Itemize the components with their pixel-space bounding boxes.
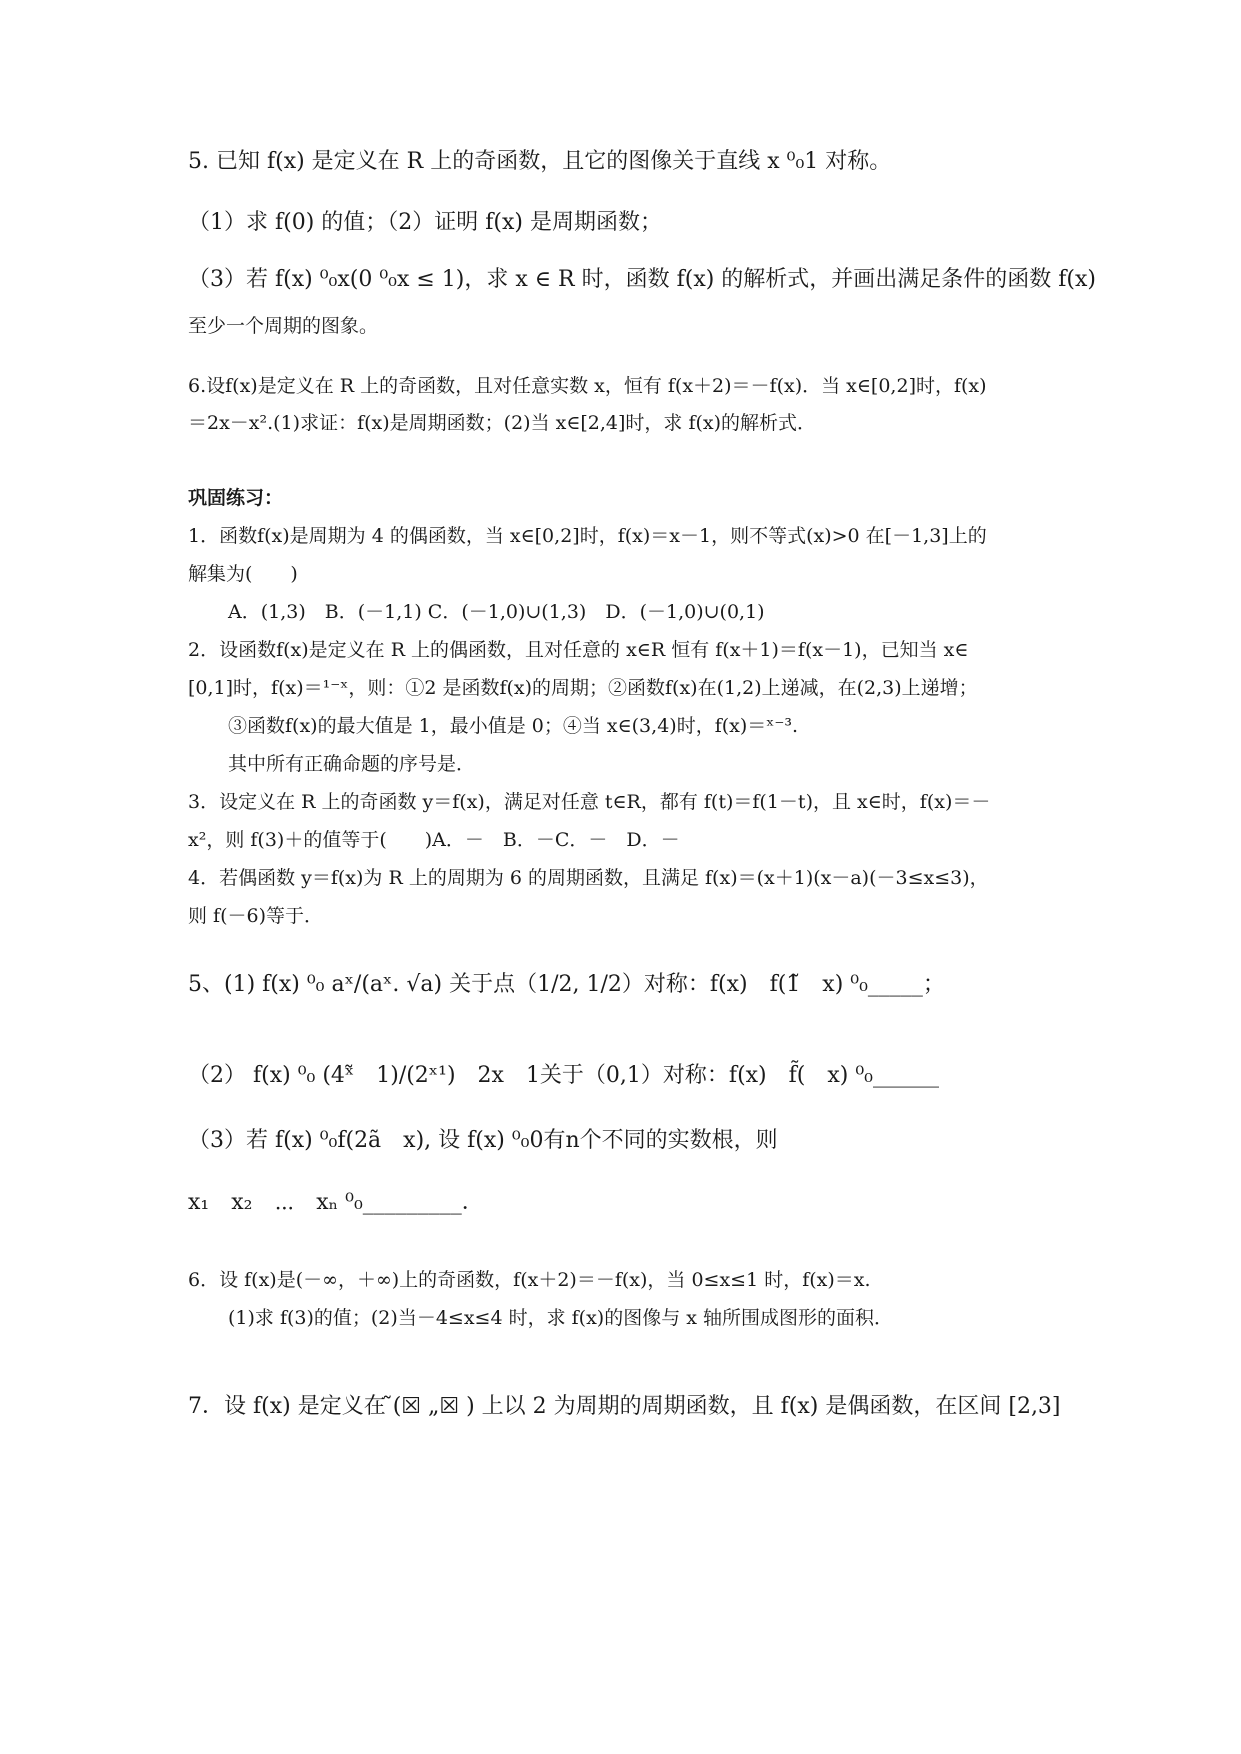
practice-3-line-1: 3．设定义在 R 上的奇函数 y＝f(x)，满足对任意 t∈R，都有 f(t)＝f(1－t)，且 x∈时，f(x)＝－ [188,791,991,813]
practice-5-part-3-answer: x₁ x₂ ⋯ xₙ ⁰₀_________． [188,1190,484,1215]
practice-2-line-2: [0,1]时，f(x)＝¹⁻ˣ，则：①2 是函数f(x)的周期；②函数f(x)在(1,2)上递减，在(2,3)上递增； [188,677,978,699]
practice-3-line-2: x²，则 f(3)＋的值等于( )A．－ B．－C．－ D．－ [188,829,680,851]
practice-1-line-2: 解集为( ) [188,563,298,585]
problem-5-line-2: （1）求 f(0) 的值；（2）证明 f(x) 是周期函数； [188,210,662,235]
problem-5-line-4: 至少一个周期的图象。 [188,315,379,337]
practice-6-line-2: (1)求 f(3)的值；(2)当－4≤x≤4 时，求 f(x)的图像与 x 轴所围成图形的面积． [228,1307,893,1329]
practice-1-line-1: 1．函数f(x)是周期为 4 的偶函数，当 x∈[0,2]时，f(x)＝x－1，则不等式(x)>0 在[－1,3]上的 [188,525,987,547]
practice-7-line-1: 7．设 f(x) 是定义在 ̃(☒ „☒ ) 上以 2 为周期的周期函数，且 f(x) 是偶函数，在区间 [2,3] [188,1394,1061,1419]
practice-2-line-3: ③函数f(x)的最大值是 1，最小值是 0；④当 x∈(3,4)时，f(x)＝ˣ⁻³. [228,715,799,737]
practice-4-line-1: 4．若偶函数 y＝f(x)为 R 上的周期为 6 的周期函数，且满足 f(x)＝(x＋1)(x－a)(－3≤x≤3)， [188,867,989,889]
practice-4-line-2: 则 f(－6)等于． [188,905,323,927]
practice-2-line-4: 其中所有正确命题的序号是． [228,753,476,775]
section-heading-practice: 巩固练习： [188,487,284,509]
practice-5-part-2: （2） f(x) ⁰₀ (4ˣ̃ 1)/(2ˣ¹) 2x 1关于（0,1）对称：f(x) f̃( x) ⁰₀______ [188,1063,939,1088]
problem-6-line-1: 6.设f(x)是定义在 R 上的奇函数，且对任意实数 x，恒有 f(x＋2)＝－f(x)．当 x∈[0,2]时，f(x) [188,375,987,397]
practice-6-line-1: 6．设 f(x)是(－∞，＋∞)上的奇函数，f(x＋2)＝－f(x)，当 0≤x≤1 时，f(x)＝x. [188,1269,871,1291]
practice-5-part-3: （3）若 f(x) ⁰₀f(2ã x), 设 f(x) ⁰₀0有n个不同的实数根，则 [188,1128,778,1153]
practice-5-part-1: 5、(1) f(x) ⁰₀ aˣ/(aˣ. √a) 关于点（1/2, 1/2）对称：f(x) f(1̃ x) ⁰₀_____； [188,972,945,997]
problem-5-line-1: 5. 已知 f(x) 是定义在 R 上的奇函数，且它的图像关于直线 x ⁰₀1 对称。 [188,149,892,174]
practice-1-options: A．(1,3) B．(－1,1) C．(－1,0)∪(1,3) D．(－1,0)∪(0,1) [228,601,765,623]
practice-2-line-1: 2．设函数f(x)是定义在 R 上的偶函数，且对任意的 x∈R 恒有 f(x＋1)＝f(x－1)，已知当 x∈ [188,639,969,661]
problem-5-line-3: （3）若 f(x) ⁰₀x(0 ⁰₀x ≤ 1)，求 x ∈ R 时，函数 f(x) 的解析式，并画出满足条件的函数 f(x) [188,267,1097,292]
problem-6-line-2: ＝2x－x².(1)求证：f(x)是周期函数；(2)当 x∈[2,4]时，求 f(x)的解析式． [188,412,817,434]
